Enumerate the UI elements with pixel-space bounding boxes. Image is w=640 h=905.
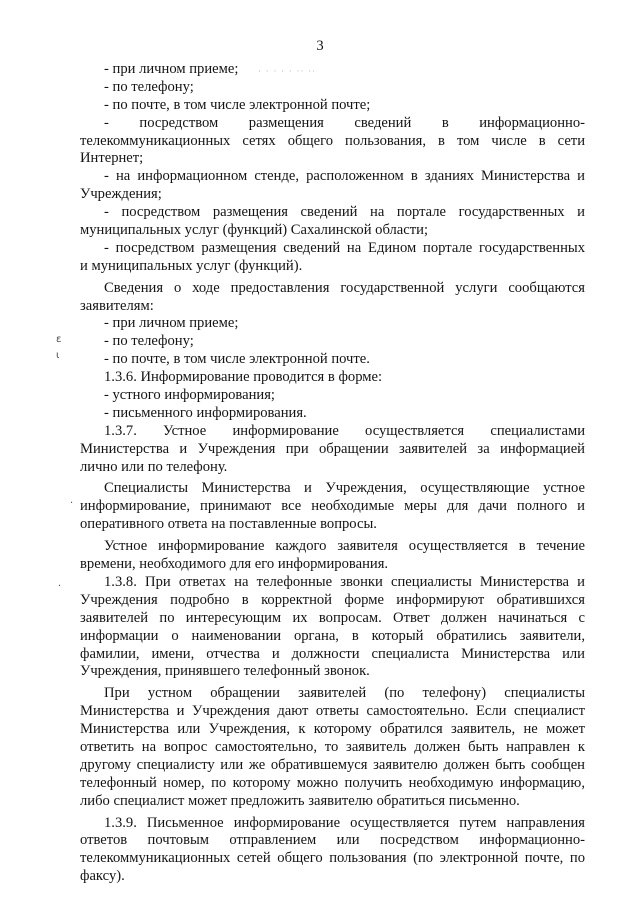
margin-mark: · — [70, 498, 74, 509]
text-line: - посредством размещения сведений на портале государственных и — [104, 204, 585, 221]
text-line: - по телефону; — [104, 333, 194, 350]
text-line: Министерства и Учреждения дают ответы самостоятельно. Если специалист — [80, 703, 585, 720]
margin-mark: · — [58, 581, 62, 592]
text-line: 1.3.9. Письменное информирование осуществляется путем направления — [104, 814, 585, 831]
text-line: другому специалисту или же обратившемуся заявителю должен быть сообщен — [80, 756, 585, 773]
text-line: факсу). — [80, 868, 125, 885]
scan-noise-mark: · · · · · ·· ·· — [258, 67, 316, 77]
text-line: заявителей по интересующим их вопросам. Ответ должен начинаться с — [80, 609, 585, 626]
text-line: Министерства и Учреждения при обращении заявителей за информацией — [80, 440, 585, 457]
text-line: - по почте, в том числе электронной почте; — [104, 96, 371, 113]
text-line: 1.3.8. При ответах на телефонные звонки специалисты Министерства и — [104, 573, 585, 590]
text-line: ответов почтовым отправлением или посредством информационно- — [80, 832, 585, 849]
text-line: - устного информирования; — [104, 387, 275, 404]
text-line: Устное информирование каждого заявителя осуществляется в течение — [104, 538, 585, 555]
text-line: телекоммуникационных сетях общего пользования, в том числе в сети — [80, 132, 585, 149]
text-line: - при личном приеме; — [104, 61, 239, 77]
text-line: ответить на вопрос самостоятельно, то заявитель должен быть направлен к — [80, 738, 585, 755]
document-body — [80, 61, 585, 886]
text-line: - по телефону; — [104, 78, 194, 95]
margin-mark: ι — [56, 350, 60, 361]
text-line: лично или по телефону. — [80, 458, 228, 475]
text-line: 1.3.7. Устное информирование осуществляется специалистами — [104, 422, 585, 439]
text-line: телекоммуникационных сетей общего пользования (по электронной почте, по — [80, 850, 585, 867]
text-line: информации о наименовании органа, в который обратились заявители, — [80, 627, 585, 644]
text-line: Министерства или Учреждения, к которому обратился заявитель, не может — [80, 721, 585, 738]
margin-mark: ε — [56, 334, 62, 345]
text-line: 1.3.6. Информирование проводится в форме: — [104, 369, 383, 386]
text-line: информирование, принимают все необходимые меры для дачи полного и — [80, 498, 585, 515]
text-line: - посредством размещения сведений в информационно- — [104, 114, 585, 131]
text-line: Специалисты Министерства и Учреждения, осуществляющие устное — [104, 480, 585, 497]
text-line: времени, необходимого для его информирования. — [80, 556, 389, 573]
text-line: - по почте, в том числе электронной почте. — [104, 351, 370, 368]
text-line: Сведения о ходе предоставления государственной услуги сообщаются — [104, 279, 585, 296]
text-line: - при личном приеме; — [104, 315, 239, 332]
text-line: фамилии, имени, отчества и должности специалиста Министерства или — [80, 645, 585, 662]
text-line: При устном обращении заявителей (по телефону) специалисты — [104, 685, 585, 702]
text-line: заявителям: — [80, 297, 154, 314]
text-line: Учреждения, принявшего телефонный звонок. — [80, 663, 370, 680]
text-line: - письменного информирования. — [104, 404, 307, 421]
text-line: муниципальных услуг (функций) Сахалинской области; — [80, 222, 429, 239]
text-line: Учреждения подробно в корректной форме информируют обратившихся — [80, 591, 585, 608]
text-line: Интернет; — [80, 150, 144, 167]
text-line: - на информационном стенде, расположенном в зданиях Министерства и — [104, 168, 585, 185]
text-line: телефонный номер, по которому можно получить необходимую информацию, — [80, 774, 585, 791]
page-number: 3 — [316, 38, 324, 54]
text-line: - посредством размещения сведений на Едином портале государственных — [104, 239, 585, 256]
text-line: либо специалист может предложить заявителю обратиться письменно. — [80, 792, 520, 809]
text-line: Учреждения; — [80, 186, 162, 203]
text-line: и муниципальных услуг (функций). — [80, 257, 303, 274]
text-line: оперативного ответа на поставленные вопросы. — [80, 516, 377, 533]
